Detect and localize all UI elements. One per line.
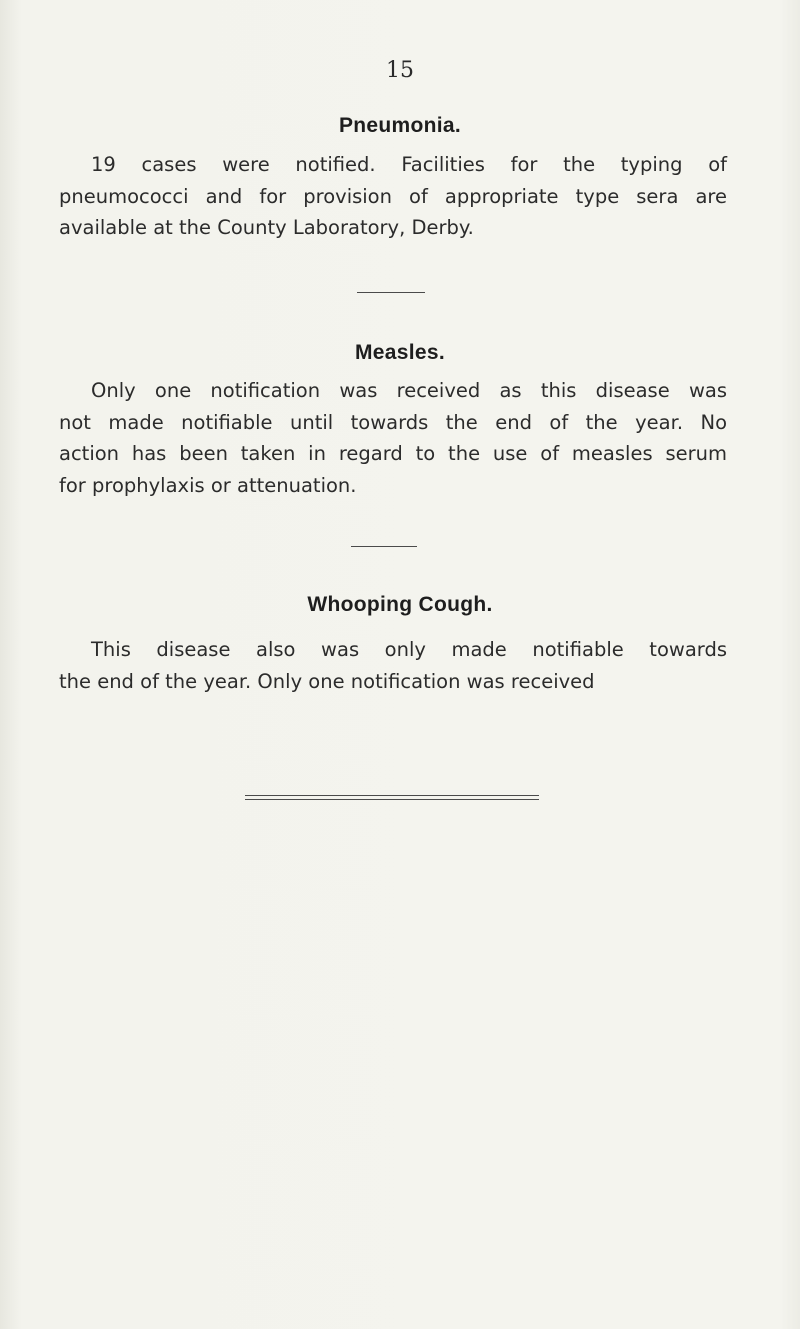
- body-line: pneumococci and for provision of appropriate type sera are: [59, 184, 727, 208]
- section-divider: [351, 546, 417, 547]
- closing-rule-top: [245, 795, 539, 796]
- section-body-pneumonia: [59, 149, 727, 244]
- body-line: available at the County Laboratory, Derby.: [59, 216, 474, 239]
- page-number: 15: [386, 58, 414, 83]
- body-line: action has been taken in regard to the use of measles serum: [59, 442, 727, 465]
- section-body-whooping-cough: [59, 634, 727, 697]
- body-line: the end of the year. Only one notification was received: [59, 669, 595, 693]
- section-divider: [357, 292, 425, 293]
- section-heading-measles: Measles.: [355, 341, 445, 364]
- body-line: This disease also was only made notifiable towards: [91, 638, 727, 661]
- body-line: for prophylaxis or attenuation.: [59, 473, 357, 497]
- section-heading-pneumonia: Pneumonia.: [338, 114, 462, 137]
- body-line: Only one notification was received as this disease was: [91, 379, 727, 402]
- body-line: 19 cases were notified. Facilities for the typing of: [91, 153, 727, 176]
- body-line: not made notifiable until towards the end of the year. No: [59, 410, 727, 434]
- section-heading-whooping-cough: Whooping Cough.: [307, 593, 493, 616]
- section-body-measles: [59, 375, 727, 501]
- closing-rule-bottom: [245, 799, 539, 800]
